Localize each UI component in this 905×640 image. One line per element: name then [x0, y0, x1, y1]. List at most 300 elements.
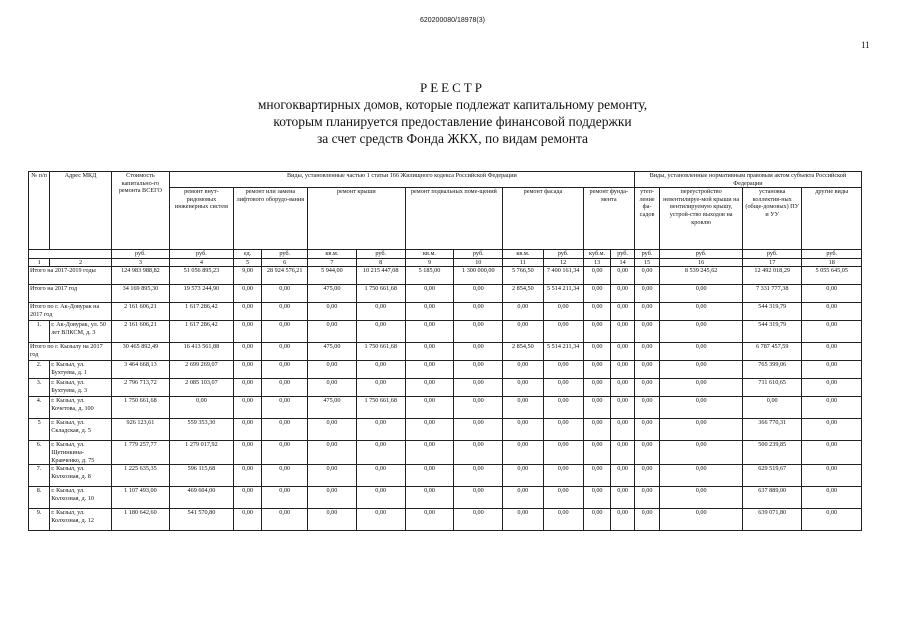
value-cell: 124 983 988,82	[111, 267, 169, 285]
header-basement: ремонт подвальных поме-щений	[405, 188, 503, 250]
row-label: Итого на 2017 год	[29, 285, 112, 303]
column-index-cell: 14	[611, 258, 634, 267]
value-cell: 0,00	[583, 303, 611, 321]
header-foundation: ремонт фунда-мента	[583, 188, 634, 250]
value-cell: 0,00	[356, 509, 405, 531]
value-cell: 639 071,80	[743, 509, 802, 531]
value-cell: 2 796 713,72	[111, 379, 169, 397]
house-row	[29, 419, 862, 441]
value-cell: 0,00	[308, 321, 357, 343]
value-cell: 1 617 286,42	[170, 303, 234, 321]
row-number: 4.	[29, 397, 50, 419]
header-address: Адрес МКД	[50, 172, 112, 250]
value-cell: 0,00	[583, 465, 611, 487]
row-number: 8.	[29, 487, 50, 509]
value-cell: 0,00	[262, 441, 308, 465]
value-cell: 0,00	[611, 465, 634, 487]
row-number: 2.	[29, 361, 50, 379]
house-row	[29, 441, 862, 465]
value-cell: 0,00	[405, 419, 454, 441]
value-cell: 0,00	[233, 379, 262, 397]
unit-cell: руб.	[454, 250, 503, 259]
value-cell: 0,00	[802, 379, 862, 397]
column-index-cell: 1	[29, 258, 50, 267]
page-number: 11	[861, 40, 870, 50]
value-cell: 0,00	[660, 285, 743, 303]
row-address: г. Кызыл, ул. Колхозная, д. 10	[50, 487, 112, 509]
value-cell: 0,00	[802, 419, 862, 441]
value-cell: 51 056 895,23	[170, 267, 234, 285]
value-cell: 0,00	[233, 487, 262, 509]
header-row-1	[29, 172, 862, 188]
value-cell: 0,00	[308, 361, 357, 379]
value-cell: 0,00	[405, 285, 454, 303]
value-cell: 0,00	[262, 397, 308, 419]
value-cell: 12 492 018,29	[743, 267, 802, 285]
value-cell: 5 944,00	[308, 267, 357, 285]
document-title: РЕЕСТР	[420, 80, 485, 95]
value-cell: 0,00	[454, 441, 503, 465]
value-cell: 0,00	[503, 465, 543, 487]
unit-cell: руб.	[356, 250, 405, 259]
row-address: г. Кызыл, ул. Бухтуева, д. 1	[50, 361, 112, 379]
header-facade: ремонт фасада	[503, 188, 584, 250]
value-cell: 0,00	[611, 285, 634, 303]
value-cell: 1 225 635,35	[111, 465, 169, 487]
total-row	[29, 285, 862, 303]
row-address: г. Кызыл, ул. Колхозная, д. 12	[50, 509, 112, 531]
value-cell: 0,00	[611, 303, 634, 321]
value-cell: 0,00	[543, 487, 583, 509]
value-cell: 765 399,06	[743, 361, 802, 379]
index-row	[29, 258, 862, 267]
column-index-cell: 18	[802, 258, 862, 267]
value-cell: 0,00	[660, 419, 743, 441]
header-cost: Стоимость капитально-го ремонта ВСЕГО	[111, 172, 169, 250]
value-cell: 34 169 895,30	[111, 285, 169, 303]
value-cell: 0,00	[743, 397, 802, 419]
house-row	[29, 321, 862, 343]
unit-cell: кв.м.	[308, 250, 357, 259]
value-cell: 0,00	[660, 379, 743, 397]
row-label: Итого по г. Ак-Довурак на 2017 год	[29, 303, 112, 321]
value-cell: 5 185,00	[405, 267, 454, 285]
value-cell: 0,00	[660, 303, 743, 321]
unit-cell: куб.м.	[583, 250, 611, 259]
value-cell: 30 465 892,49	[111, 343, 169, 361]
value-cell: 0,00	[503, 441, 543, 465]
row-number: 7.	[29, 465, 50, 487]
unit-cell: руб.	[111, 250, 169, 259]
value-cell: 0,00	[634, 509, 659, 531]
value-cell: 10 215 447,08	[356, 267, 405, 285]
value-cell: 475,00	[308, 397, 357, 419]
unit-cell: кв.м.	[405, 250, 454, 259]
value-cell: 19 573 244,90	[170, 285, 234, 303]
value-cell: 0,00	[454, 303, 503, 321]
unit-cell: руб.	[611, 250, 634, 259]
value-cell: 0,00	[262, 361, 308, 379]
value-cell: 1 617 286,42	[170, 321, 234, 343]
value-cell: 0,00	[454, 465, 503, 487]
house-row	[29, 487, 862, 509]
value-cell: 1 750 661,68	[356, 397, 405, 419]
value-cell: 0,00	[308, 303, 357, 321]
header-meters: установка коллектив-ных (обще-домовых) ПУ и УУ	[743, 188, 802, 250]
value-cell: 0,00	[634, 379, 659, 397]
value-cell: 28 924 576,21	[262, 267, 308, 285]
value-cell: 6 787 457,59	[743, 343, 802, 361]
value-cell: 0,00	[634, 321, 659, 343]
header-insulation: утеп-ление фа-садов	[634, 188, 659, 250]
value-cell: 7 400 161,34	[543, 267, 583, 285]
table-body	[29, 267, 862, 531]
value-cell: 0,00	[802, 303, 862, 321]
units-row	[29, 250, 862, 259]
value-cell: 0,00	[660, 321, 743, 343]
value-cell: 0,00	[660, 465, 743, 487]
row-address: г. Кызыл, ул. Колхозная, д. 8	[50, 465, 112, 487]
value-cell: 0,00	[503, 397, 543, 419]
value-cell: 0,00	[611, 361, 634, 379]
house-row	[29, 361, 862, 379]
value-cell: 0,00	[233, 465, 262, 487]
value-cell: 0,00	[170, 397, 234, 419]
column-index-cell: 13	[583, 258, 611, 267]
value-cell: 596 115,68	[170, 465, 234, 487]
title-line-2: которым планируется предоставление финансовой поддержки	[273, 114, 632, 129]
column-index-cell: 7	[308, 258, 357, 267]
value-cell: 0,00	[308, 379, 357, 397]
value-cell: 0,00	[611, 487, 634, 509]
value-cell: 1 180 642,60	[111, 509, 169, 531]
value-cell: 0,00	[405, 321, 454, 343]
value-cell: 366 770,31	[743, 419, 802, 441]
value-cell: 0,00	[543, 303, 583, 321]
value-cell: 0,00	[262, 343, 308, 361]
value-cell: 0,00	[233, 419, 262, 441]
value-cell: 0,00	[634, 441, 659, 465]
value-cell: 0,00	[634, 419, 659, 441]
value-cell: 0,00	[802, 465, 862, 487]
value-cell: 0,00	[233, 303, 262, 321]
row-number: 3.	[29, 379, 50, 397]
value-cell: 0,00	[611, 441, 634, 465]
value-cell: 1 779 257,77	[111, 441, 169, 465]
column-index-cell: 8	[356, 258, 405, 267]
value-cell: 0,00	[262, 419, 308, 441]
value-cell: 0,00	[503, 419, 543, 441]
value-cell: 16 413 561,88	[170, 343, 234, 361]
unit-cell: руб.	[262, 250, 308, 259]
row-number: 1.	[29, 321, 50, 343]
value-cell: 0,00	[660, 361, 743, 379]
value-cell: 2 854,50	[503, 285, 543, 303]
value-cell: 3 464 668,13	[111, 361, 169, 379]
value-cell: 0,00	[802, 487, 862, 509]
unit-cell: руб.	[634, 250, 659, 259]
value-cell: 0,00	[543, 397, 583, 419]
house-row	[29, 465, 862, 487]
value-cell: 0,00	[454, 487, 503, 509]
value-cell: 0,00	[611, 379, 634, 397]
value-cell: 0,00	[503, 321, 543, 343]
row-address: г. Кызыл, ул. Бухтуева, д. 3	[50, 379, 112, 397]
value-cell: 469 604,00	[170, 487, 234, 509]
value-cell: 0,00	[634, 343, 659, 361]
value-cell: 5 514 211,34	[543, 285, 583, 303]
value-cell: 0,00	[308, 465, 357, 487]
house-row	[29, 379, 862, 397]
value-cell: 0,00	[611, 321, 634, 343]
unit-spacer	[29, 250, 112, 259]
value-cell: 0,00	[405, 441, 454, 465]
value-cell: 0,00	[543, 465, 583, 487]
row-number: 9.	[29, 509, 50, 531]
column-index-cell: 2	[50, 258, 112, 267]
value-cell: 0,00	[454, 321, 503, 343]
header-vent-roof: переустройство невентилируе-мой крыши на вентилируемую крышу, устрой-ство выходов на кровлю	[660, 188, 743, 250]
value-cell: 0,00	[802, 361, 862, 379]
value-cell: 0,00	[454, 361, 503, 379]
value-cell: 0,00	[503, 379, 543, 397]
value-cell: 1 300 000,00	[454, 267, 503, 285]
total-row	[29, 343, 862, 361]
value-cell: 0,00	[233, 285, 262, 303]
value-cell: 0,00	[802, 285, 862, 303]
value-cell: 0,00	[802, 397, 862, 419]
unit-cell: руб.	[802, 250, 862, 259]
row-number: 6.	[29, 441, 50, 465]
value-cell: 0,00	[583, 441, 611, 465]
title-line-1: многоквартирных домов, которые подлежат капитальному ремонту,	[257, 97, 648, 112]
column-index-cell: 16	[660, 258, 743, 267]
value-cell: 0,00	[405, 509, 454, 531]
value-cell: 0,00	[356, 419, 405, 441]
value-cell: 1 750 661,68	[356, 343, 405, 361]
house-row	[29, 509, 862, 531]
value-cell: 0,00	[583, 267, 611, 285]
value-cell: 0,00	[356, 441, 405, 465]
value-cell: 0,00	[233, 441, 262, 465]
value-cell: 2 085 103,07	[170, 379, 234, 397]
value-cell: 0,00	[356, 361, 405, 379]
value-cell: 0,00	[660, 509, 743, 531]
unit-cell: руб.	[170, 250, 234, 259]
value-cell: 541 570,80	[170, 509, 234, 531]
value-cell: 0,00	[543, 379, 583, 397]
value-cell: 0,00	[583, 419, 611, 441]
value-cell: 0,00	[262, 465, 308, 487]
column-index-cell: 11	[503, 258, 543, 267]
value-cell: 0,00	[405, 343, 454, 361]
value-cell: 0,00	[356, 303, 405, 321]
value-cell: 0,00	[611, 267, 634, 285]
column-index-cell: 15	[634, 258, 659, 267]
value-cell: 0,00	[660, 397, 743, 419]
header-eng: ремонт внут-ридомовых инженерных систем	[170, 188, 234, 250]
value-cell: 0,00	[308, 509, 357, 531]
value-cell: 0,00	[405, 379, 454, 397]
value-cell: 0,00	[611, 397, 634, 419]
value-cell: 0,00	[262, 379, 308, 397]
value-cell: 475,00	[308, 343, 357, 361]
value-cell: 0,00	[543, 419, 583, 441]
unit-cell: руб.	[743, 250, 802, 259]
unit-cell: кв.м.	[503, 250, 543, 259]
title-line-3: за счет средств Фонда ЖКХ, по видам ремонта	[316, 131, 589, 146]
value-cell: 0,00	[634, 465, 659, 487]
unit-cell: руб.	[543, 250, 583, 259]
value-cell: 0,00	[356, 321, 405, 343]
value-cell: 0,00	[454, 397, 503, 419]
value-cell: 0,00	[611, 343, 634, 361]
row-label: Итого по г. Кызылу на 2017 год	[29, 343, 112, 361]
value-cell: 5 766,50	[503, 267, 543, 285]
value-cell: 0,00	[262, 487, 308, 509]
row-address: г. Кызыл, ул. Кочетова, д. 100	[50, 397, 112, 419]
value-cell: 475,00	[308, 285, 357, 303]
value-cell: 0,00	[634, 285, 659, 303]
total-row	[29, 303, 862, 321]
value-cell: 0,00	[454, 419, 503, 441]
value-cell: 711 610,65	[743, 379, 802, 397]
value-cell: 8 539 245,62	[660, 267, 743, 285]
value-cell: 0,00	[503, 303, 543, 321]
header-other: другие виды	[802, 188, 862, 250]
unit-cell: руб.	[660, 250, 743, 259]
row-address: г. Ак-Довурак, ул. 50 лет ВЛКСМ, д. 3	[50, 321, 112, 343]
title-block	[0, 80, 905, 147]
value-cell: 0,00	[583, 509, 611, 531]
value-cell: 0,00	[634, 303, 659, 321]
row-address: г. Кызыл, ул. Щетинкина-Кравченко, д. 75	[50, 441, 112, 465]
value-cell: 0,00	[634, 487, 659, 509]
value-cell: 2 699 269,07	[170, 361, 234, 379]
value-cell: 0,00	[611, 419, 634, 441]
value-cell: 0,00	[233, 361, 262, 379]
value-cell: 0,00	[634, 267, 659, 285]
value-cell: 1 750 661,68	[111, 397, 169, 419]
value-cell: 0,00	[583, 487, 611, 509]
value-cell: 5 514 211,34	[543, 343, 583, 361]
value-cell: 0,00	[503, 361, 543, 379]
document-id: 620200080/18978(3)	[419, 17, 485, 24]
value-cell: 0,00	[802, 321, 862, 343]
value-cell: 0,00	[660, 343, 743, 361]
unit-cell: ед.	[233, 250, 262, 259]
value-cell: 7 331 777,38	[743, 285, 802, 303]
row-number: 5	[29, 419, 50, 441]
column-index-cell: 12	[543, 258, 583, 267]
value-cell: 1 279 017,92	[170, 441, 234, 465]
value-cell: 0,00	[308, 419, 357, 441]
value-cell: 0,00	[405, 361, 454, 379]
value-cell: 0,00	[405, 465, 454, 487]
total-row	[29, 267, 862, 285]
value-cell: 0,00	[660, 487, 743, 509]
value-cell: 0,00	[543, 321, 583, 343]
value-cell: 0,00	[583, 361, 611, 379]
column-index-cell: 9	[405, 258, 454, 267]
value-cell: 0,00	[503, 487, 543, 509]
value-cell: 0,00	[802, 441, 862, 465]
value-cell: 2 854,50	[503, 343, 543, 361]
value-cell: 544 319,79	[743, 303, 802, 321]
value-cell: 0,00	[356, 487, 405, 509]
header-group-subject: Виды, установленные нормативным правовым актом субъекта Российской Федерации	[634, 172, 861, 188]
value-cell: 0,00	[634, 397, 659, 419]
value-cell: 0,00	[308, 441, 357, 465]
value-cell: 0,00	[543, 509, 583, 531]
column-index-cell: 4	[170, 258, 234, 267]
value-cell: 0,00	[454, 285, 503, 303]
value-cell: 0,00	[262, 303, 308, 321]
value-cell: 0,00	[356, 465, 405, 487]
value-cell: 629 519,67	[743, 465, 802, 487]
value-cell: 0,00	[802, 509, 862, 531]
header-roof: ремонт крыши	[308, 188, 406, 250]
value-cell: 0,00	[262, 509, 308, 531]
value-cell: 0,00	[405, 397, 454, 419]
row-address: г. Кызыл, ул. Складская, д. 5	[50, 419, 112, 441]
value-cell: 0,00	[583, 397, 611, 419]
value-cell: 2 161 606,21	[111, 303, 169, 321]
value-cell: 0,00	[583, 285, 611, 303]
value-cell: 0,00	[660, 441, 743, 465]
value-cell: 0,00	[233, 509, 262, 531]
value-cell: 0,00	[308, 487, 357, 509]
value-cell: 926 123,61	[111, 419, 169, 441]
column-index-cell: 5	[233, 258, 262, 267]
header-lift: ремонт или замена лифтового оборудо-вания	[233, 188, 307, 250]
value-cell: 500 239,85	[743, 441, 802, 465]
header-num: № п/п	[29, 172, 50, 250]
value-cell: 1 107 493,00	[111, 487, 169, 509]
value-cell: 0,00	[233, 397, 262, 419]
value-cell: 0,00	[454, 509, 503, 531]
value-cell: 1 750 661,68	[356, 285, 405, 303]
house-row	[29, 397, 862, 419]
value-cell: 0,00	[262, 321, 308, 343]
value-cell: 0,00	[262, 285, 308, 303]
value-cell: 0,00	[454, 379, 503, 397]
value-cell: 0,00	[543, 441, 583, 465]
value-cell: 9,00	[233, 267, 262, 285]
value-cell: 2 161 606,21	[111, 321, 169, 343]
value-cell: 0,00	[405, 303, 454, 321]
column-index-cell: 10	[454, 258, 503, 267]
value-cell: 0,00	[543, 361, 583, 379]
value-cell: 0,00	[583, 379, 611, 397]
value-cell: 0,00	[634, 361, 659, 379]
value-cell: 637 889,00	[743, 487, 802, 509]
value-cell: 559 353,30	[170, 419, 234, 441]
value-cell: 544 319,79	[743, 321, 802, 343]
value-cell: 0,00	[233, 343, 262, 361]
row-label: Итого на 2017-2019 годы	[29, 267, 112, 285]
value-cell: 5 055 645,05	[802, 267, 862, 285]
value-cell: 0,00	[405, 487, 454, 509]
value-cell: 0,00	[503, 509, 543, 531]
value-cell: 0,00	[802, 343, 862, 361]
value-cell: 0,00	[583, 343, 611, 361]
value-cell: 0,00	[611, 509, 634, 531]
column-index-cell: 6	[262, 258, 308, 267]
header-group-fz: Виды, установленные частью 1 статьи 166 Жилищного кодекса Российской Федерации	[170, 172, 635, 188]
value-cell: 0,00	[454, 343, 503, 361]
value-cell: 0,00	[583, 321, 611, 343]
